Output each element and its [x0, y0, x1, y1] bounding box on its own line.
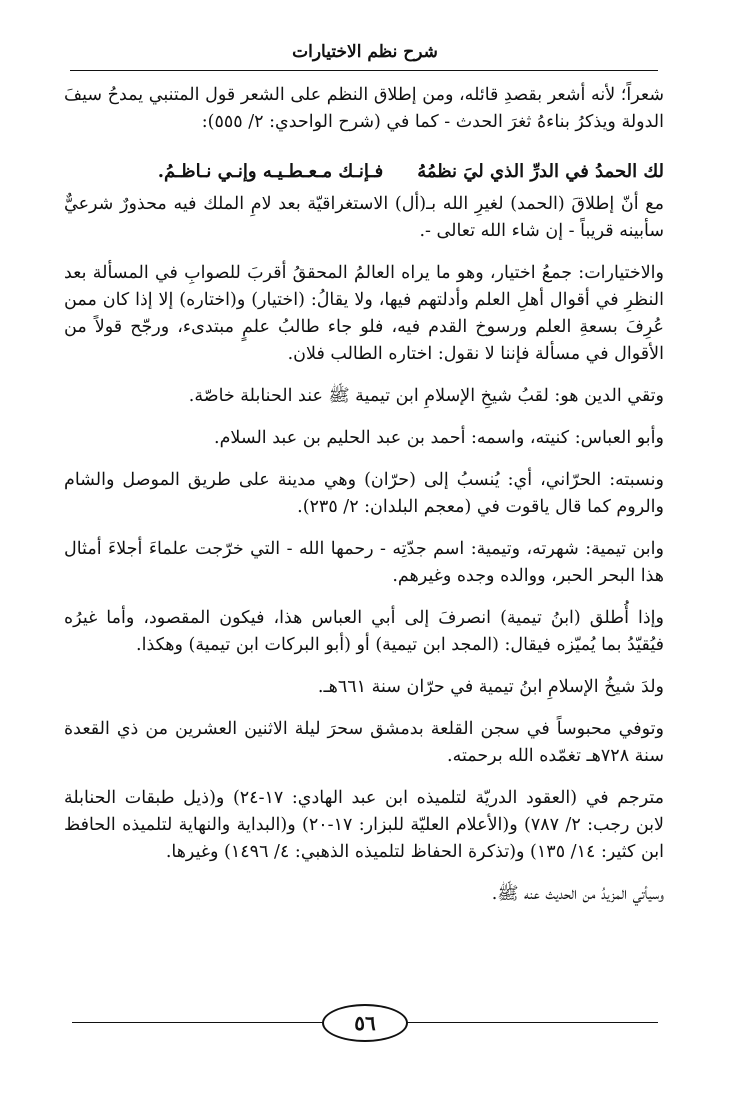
paragraph-9: ولدَ شيخُ الإسلامِ ابنُ تيمية في حرّان سنة ٦٦١هـ.	[317, 677, 664, 697]
verse-second-hemistich: فـإنـك مـعـطـيـه وإنـي نـاظـمُ.	[157, 161, 384, 182]
paragraph-10: وتوفي محبوساً في سجن القلعة بدمشق سحرَ ليلة الاثنين العشرين من ذي القعدة سنة ٧٢٨هـ تغمّده الله برحمته.	[64, 719, 664, 766]
verse-first-hemistich: لك الحمدُ في الدرِّ الذي ليَ نظمُهُ	[417, 161, 664, 182]
paragraph-7: وابن تيمية: شهرته، وتيمية: اسم جدّتِه - رحمها الله - التي خرّجت علماءَ أجلاءَ أمثال هذا البحر الحبر، ووالده وجده وغيرهم.	[64, 539, 664, 586]
paragraph-5: وأبو العباس: كنيته، واسمه: أحمد بن عبد الحليم بن عبد السلام.	[214, 428, 664, 448]
paragraph-2: مع أنّ إطلاقَ (الحمد) لغيرِ الله بـ(أل) الاستغراقيّة بعد لامِ الملك فيه محذورٌ شرعيٌّ سأبينه قريباً - إن شاء الله تعالى -.	[64, 194, 664, 241]
paragraph-11: مترجم في (العقود الدريّة لتلميذه ابن عبد الهادي: ١٧-٢٤) و(ذيل طبقات الحنابلة لابن رجب: ٢/ ٧٨٧) و(الأعلام العليّة للبزار: ١٧-٢٠) و(البداية والنهاية لتلميذه الحافظ ابن كثير: ١٤/ ١٣٥) و(تذكرة الحفاظ لتلميذه الذهبي: ٤/ ١٤٩٦) وغيرها.	[64, 788, 665, 862]
paragraph-8: وإذا أُطلق (ابنُ تيمية) انصرفَ إلى أبي العباس هذا، فيكون المقصود، وأما غيرُه فيُقيّدُ بما يُميّزه فيقال: (المجد ابن تيمية) أو (أبو البركات ابن تيمية) وهكذا.	[64, 608, 664, 655]
paragraph-6: ونسبته: الحرّاني، أي: يُنسبُ إلى (حرّان) وهي مدينة على طريق الموصل والشام والروم كما قال ياقوت في (معجم البلدان: ٢/ ٢٣٥).	[64, 470, 664, 517]
main-text	[64, 82, 664, 908]
paragraph-4: وتقي الدين هو: لقبُ شيخِ الإسلامِ ابن تيمية ﷺ عند الحنابلة خاصّة.	[188, 386, 664, 406]
running-header-title: شرح نظم الاختيارات	[292, 42, 438, 62]
page-number-badge: ٥٦	[322, 1004, 408, 1042]
paragraph-1: شعراً؛ لأنه أشعر بقصدِ قائله، ومن إطلاق النظم على الشعر قول المتنبي يمدحُ سيفَ الدولة ويذكرُ بناءهُ ثغرَ الحدث - كما في (شرح الواحدي: ٢/ ٥٥٥):	[64, 85, 664, 132]
paragraph-12: وسيأتي المزيدُ من الحديث عنه ﷺ.	[491, 884, 664, 904]
poetry-verse	[64, 158, 664, 185]
paragraph-3: والاختيارات: جمعُ اختيار، وهو ما يراه العالمُ المحققُ أقربَ للصوابِ في المسألة بعد النظرِ في أقوال أهلِ العلم وأدلتهم فيها، ولا يقالُ: (اختيار) و(اختاره) إلا إذا كان ممن عُرِفَ بسعةِ العلم ورسوخ القدم فيه، فلو جاء طالبُ علمٍ مبتدىء، ورجّح قولاً من الأقوال في مسألة فإننا لا نقول: اختاره الطالب فلان.	[64, 263, 664, 364]
header-divider	[70, 70, 658, 71]
